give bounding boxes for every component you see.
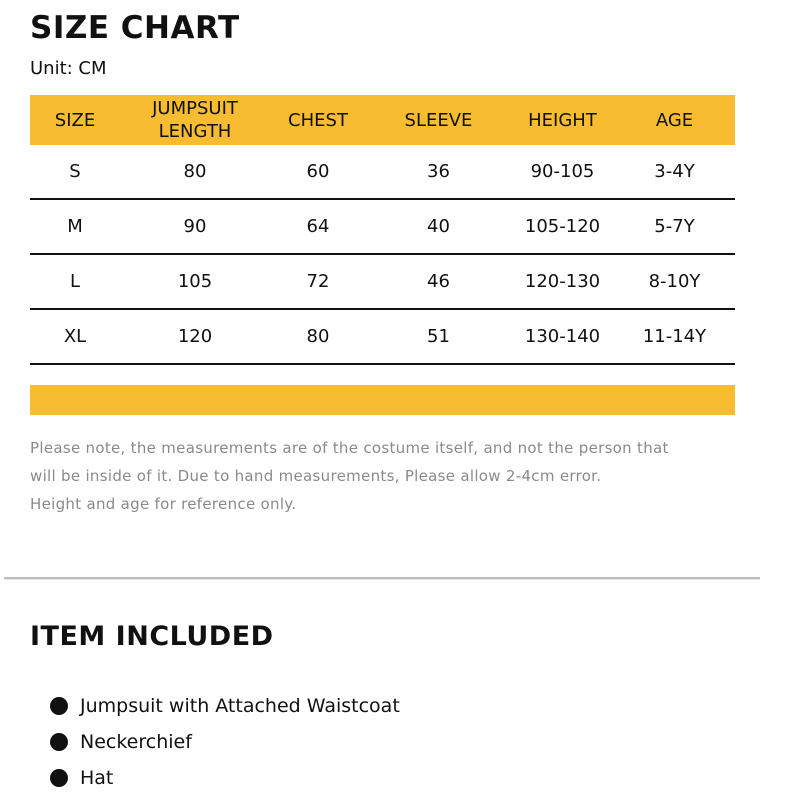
cell-sleeve: 36 bbox=[366, 145, 511, 199]
cell-jumpsuit-length: 105 bbox=[120, 254, 270, 309]
list-item bbox=[50, 688, 400, 724]
bullet-icon bbox=[50, 733, 68, 751]
included-items-list bbox=[50, 688, 400, 796]
header-chest: CHEST bbox=[270, 95, 366, 145]
item-label: Hat bbox=[80, 767, 114, 789]
bullet-icon bbox=[50, 769, 68, 787]
cell-age: 11-14Y bbox=[614, 309, 735, 364]
size-chart-title: SIZE CHART bbox=[30, 10, 240, 46]
unit-label: Unit: CM bbox=[30, 58, 107, 79]
header-jumpsuit-length bbox=[120, 95, 270, 145]
cell-age: 3-4Y bbox=[614, 145, 735, 199]
note-line: Please note, the measurements are of the costume itself, and not the person that bbox=[30, 439, 669, 457]
cell-size: XL bbox=[30, 309, 120, 364]
cell-height: 130-140 bbox=[511, 309, 614, 364]
bullet-icon bbox=[50, 697, 68, 715]
table-row bbox=[30, 309, 735, 364]
table-header-row bbox=[30, 95, 735, 145]
note-line: will be inside of it. Due to hand measurements, Please allow 2-4cm error. bbox=[30, 467, 602, 485]
cell-age: 8-10Y bbox=[614, 254, 735, 309]
item-label: Jumpsuit with Attached Waistcoat bbox=[80, 695, 400, 717]
cell-jumpsuit-length: 90 bbox=[120, 199, 270, 254]
header-jumpsuit-line1: JUMPSUIT bbox=[152, 98, 238, 119]
header-size: SIZE bbox=[30, 95, 120, 145]
list-item bbox=[50, 724, 400, 760]
cell-sleeve: 40 bbox=[366, 199, 511, 254]
note-line: Height and age for reference only. bbox=[30, 495, 297, 513]
header-jumpsuit-line2: LENGTH bbox=[158, 121, 232, 142]
item-label: Neckerchief bbox=[80, 731, 192, 753]
header-height: HEIGHT bbox=[511, 95, 614, 145]
cell-jumpsuit-length: 80 bbox=[120, 145, 270, 199]
size-chart-table bbox=[30, 95, 735, 365]
cell-chest: 72 bbox=[270, 254, 366, 309]
item-included-title: ITEM INCLUDED bbox=[30, 621, 274, 652]
table-footer-bar bbox=[30, 385, 735, 415]
table-row bbox=[30, 199, 735, 254]
cell-sleeve: 46 bbox=[366, 254, 511, 309]
section-divider bbox=[4, 577, 760, 580]
cell-size: M bbox=[30, 199, 120, 254]
cell-chest: 64 bbox=[270, 199, 366, 254]
list-item bbox=[50, 760, 400, 796]
cell-age: 5-7Y bbox=[614, 199, 735, 254]
header-sleeve: SLEEVE bbox=[366, 95, 511, 145]
measurement-note bbox=[30, 434, 750, 518]
cell-chest: 80 bbox=[270, 309, 366, 364]
cell-height: 90-105 bbox=[511, 145, 614, 199]
cell-size: S bbox=[30, 145, 120, 199]
cell-height: 105-120 bbox=[511, 199, 614, 254]
cell-chest: 60 bbox=[270, 145, 366, 199]
table-row bbox=[30, 145, 735, 199]
table-row bbox=[30, 254, 735, 309]
cell-height: 120-130 bbox=[511, 254, 614, 309]
cell-sleeve: 51 bbox=[366, 309, 511, 364]
cell-jumpsuit-length: 120 bbox=[120, 309, 270, 364]
cell-size: L bbox=[30, 254, 120, 309]
header-age: AGE bbox=[614, 95, 735, 145]
